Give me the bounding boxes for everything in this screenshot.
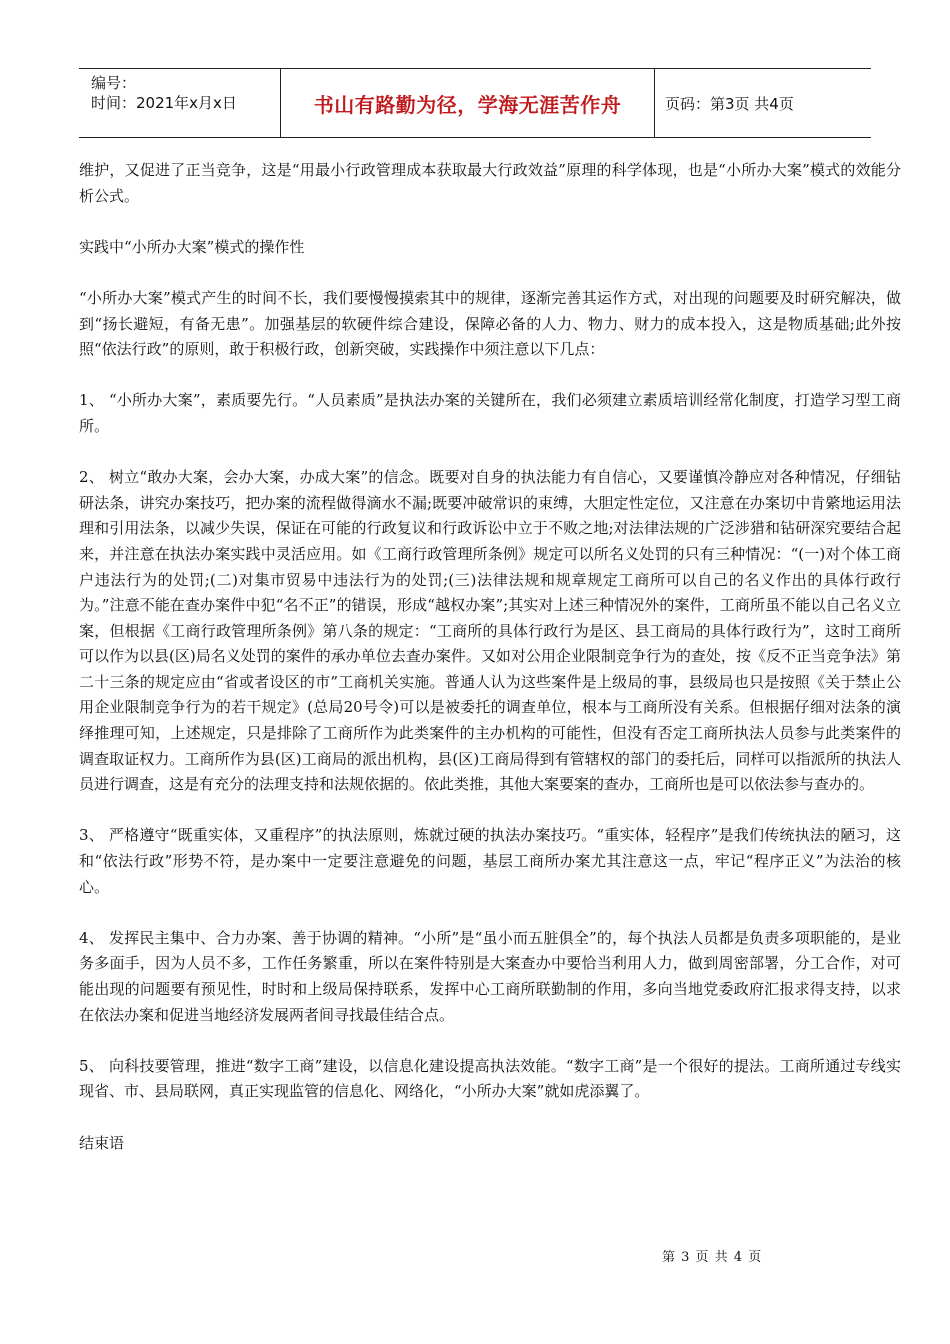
page-header [79,68,871,138]
section-heading: 实践中“小所办大案”模式的操作性 [79,237,305,256]
list-item-3: 3、 严格遵守“既重实体，又重程序”的执法原则，炼就过硬的执法办案技巧。“重实体，轻程序”是我们传统执法的陋习，这和“依法行政”形势不符，是办案中一定要注意避免的问题，基层工商所办案尤其注意这一点，牢记“程序正义”为法治的核心。 [79,826,901,896]
list-item-2: 2、 树立“敢办大案，会办大案，办成大案”的信念。既要对自身的执法能力有自信心，又要谨慎冷静应对各种情况，仔细钻研法条，讲究办案技巧，把办案的流程做得滴水不漏;既要冲破常识的束缚，大胆定性定位，又注意在办案切中肯綮地运用法理和引用法条，以减少失误，保证在可能的行政复议和行政诉讼中立于不败之地;对法律法规的广泛涉猎和钻研深究要结合起来，并注意在执法办案实践中灵活应用。如《工商行政管理所条例》规定可以所名义处罚的只有三种情况：“(一)对个体工商户违法行为的处罚;(二)对集市贸易中违法行为的处罚;(三)法律法规和规章规定工商所可以自己的名义作出的具体行政行为。”注意不能在查办案件中犯“名不正”的错误，形成“越权办案”;其实对上述三种情况外的案件，工商所虽不能以自己名义立案，但根据《工商行政管理所条例》第八条的规定：“工商所的具体行政行为是区、县工商局的具体行政行为”，这时工商所可以作为以县(区)局名义处罚的案件的承办单位去查办案件。又如对公用企业限制竞争行为的查处，按《反不正当竞争法》第二十三条的规定应由“省或者设区的市”工商机关实施。普通人认为这些案件是上级局的事，县级局也只是按照《关于禁止公用企业限制竞争行为的若干规定》(总局20号令)可以是被委托的调查单位，根本与工商所没有关系。但根据仔细对法条的演绎推理可知，上述规定，只是排除了工商所作为此类案件的主办机构的可能性，但没有否定工商所执法人员参与此类案件的调查取证权力。工商所作为县(区)工商局的派出机构，县(区)工商局得到有管辖权的部门的委托后，同样可以指派所的执法人员进行调查，这是有充分的法理支持和法规依据的。依此类推，其他大案要案的查办，工商所也是可以依法参与查办的。 [79,468,901,794]
paragraph-continuation: 维护，又促进了正当竞争，这是“用最小行政管理成本获取最大行政效益”原理的科学体现，也是“小所办大案”模式的效能分析公式。 [79,161,901,205]
document-number-label: 编号： [91,74,137,92]
list-item-1: 1、 “小所办大案”，素质要先行。“人员素质”是执法办案的关键所在，我们必须建立素质培训经常化制度，打造学习型工商所。 [79,391,901,435]
document-body [79,158,901,1156]
paragraph-intro: “小所办大案”模式产生的时间不长，我们要慢慢摸索其中的规律，逐渐完善其运作方式，对出现的问题要及时研究解决，做到“扬长避短，有备无患”。加强基层的软硬件综合建设，保障必备的人力、物力、财力的成本投入，这是物质基础;此外按照“依法行政”的原则，敢于积极行政，创新突破，实践操作中须注意以下几点： [79,288,901,359]
list-item-4: 4、 发挥民主集中、合力办案、善于协调的精神。“小所”是“虽小而五脏俱全”的，每个执法人员都是负责多项职能的，是业务多面手，因为人员不多，工作任务繁重，所以在案件特别是大案查办中要恰当利用人力，做到周密部署，分工合作，对可能出现的问题要有预见性，时时和上级局保持联系，发挥中心工商所联勤制的作用，多向当地党委政府汇报求得支持，以求在依法办案和促进当地经济发展两者间寻找最佳结合点。 [79,928,901,1024]
document-time-label: 时间：2021年x月x日 [91,94,237,112]
header-motto: 书山有路勤为径，学海无涯苦作舟 [281,69,655,137]
list-item-5: 5、 向科技要管理，推进“数字工商”建设，以信息化建设提高执法效能。“数字工商”是一个很好的提法。工商所通过专线实现省、市、县局联网，真正实现监管的信息化、网络化，“小所办大案”就如虎添翼了。 [79,1056,901,1101]
page-footer: 第 3 页 共 4 页 [662,1250,763,1265]
header-left-cell [79,69,281,137]
conclusion-heading: 结束语 [79,1133,125,1152]
header-page-info: 页码：第3页 共4页 [665,94,794,113]
